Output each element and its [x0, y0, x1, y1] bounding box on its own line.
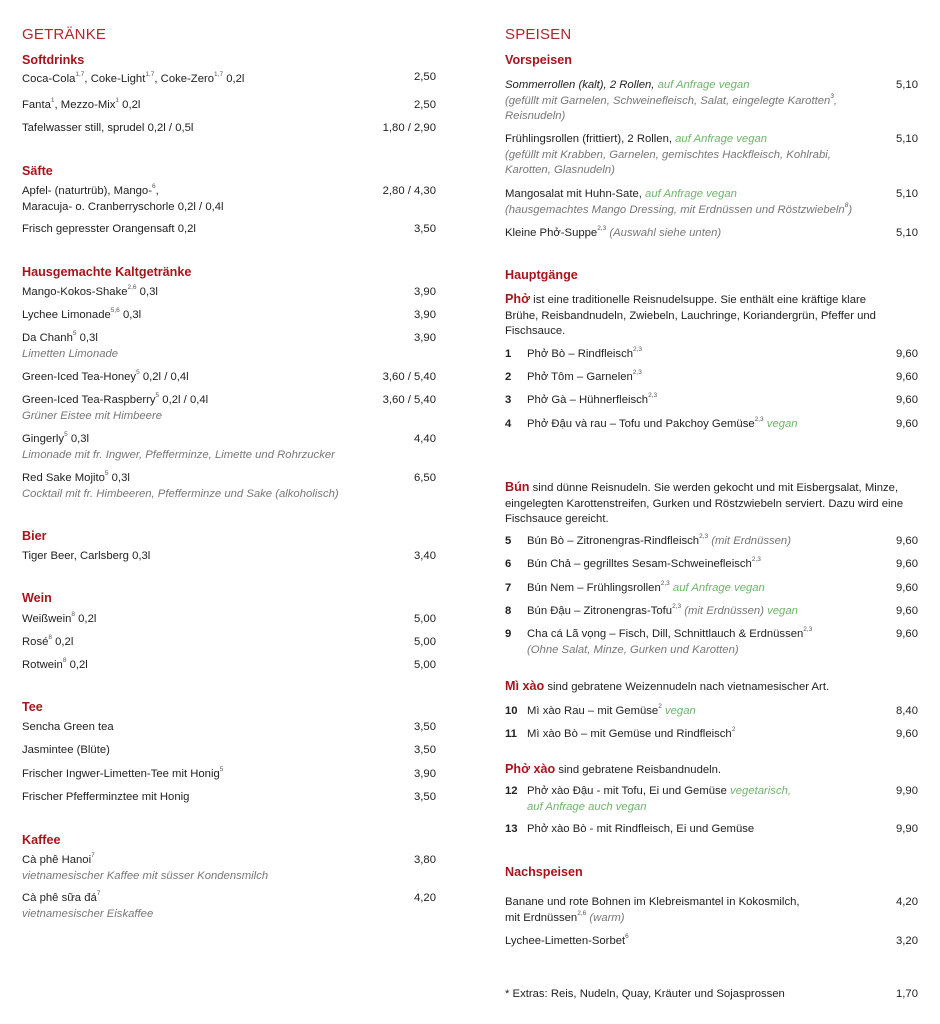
- price: 9,60: [896, 605, 918, 617]
- menu-item: Lychee-Limetten-Sorbet$^6$ 3,20: [505, 934, 918, 950]
- price: 3,90: [414, 768, 436, 780]
- price: 3,90: [414, 309, 436, 321]
- price: 3,90: [414, 286, 436, 298]
- menu-item: Mango-Kokos-Shake$^{2,6}$ 0,3l 3,90: [22, 285, 436, 301]
- menu-item: 5 Bún Bò – Zitronengras-Rindfleisch$^{2,3}$ (mit Erdnüssen) 9,60: [505, 534, 918, 550]
- menu-item: Da Chanh$^5$ 0,3l Limetten Limonade 3,90: [22, 330, 436, 360]
- menu-item: Rotwein$^8$ 0,2l 5,00: [22, 658, 436, 674]
- price: 2,80 / 4,30: [382, 185, 436, 197]
- price: 5,10: [896, 188, 918, 200]
- menu-item: Frühlingsrollen (frittiert), 2 Rollen, auf Anfrage vegan (gefüllt mit Krabben, Garnelen, gemischtes Hackfleisch, Kohlrabi, Karotten, Glasnudeln) 5,10: [505, 133, 918, 176]
- food-column: [505, 0, 918, 1024]
- menu-item: Fanta$^1$, Mezzo-Mix$^1$ 0,2l 2,50: [22, 98, 436, 114]
- menu-item: Rosé$^8$ 0,2l 5,00: [22, 635, 436, 651]
- drinks-title: GETRÄNKE: [22, 26, 107, 43]
- section-bier: Bier: [22, 529, 47, 543]
- section-softdrinks: Softdrinks: [22, 53, 85, 67]
- menu-item: Frisch gepresster Orangensaft 0,2l 3,50: [22, 222, 436, 238]
- price: 9,60: [896, 348, 918, 360]
- price: 8,40: [896, 705, 918, 717]
- drinks-column: [22, 0, 436, 1024]
- price: 3,40: [414, 550, 436, 562]
- section-kaffee: Kaffee: [22, 833, 61, 847]
- bun-intro: Bún sind dünne Reisnudeln. Sie werden gekocht und mit Eisbergsalat, Minze, eingelegten Karottenstreifen, Gurken und Röstzwiebeln serviert. Dazu wird eine Fischsauce gereicht.: [505, 480, 904, 525]
- menu-item: Jasmintee (Blüte) 3,50: [22, 743, 436, 759]
- food-title: SPEISEN: [505, 26, 572, 43]
- price: 4,40: [414, 433, 436, 445]
- menu-item: Mangosalat mit Huhn-Sate, auf Anfrage vegan (hausgemachtes Mango Dressing, mit Erdnüssen und Röstzwiebeln$^8$) 5,10: [505, 188, 918, 216]
- menu-item: Tafelwasser still, sprudel 0,2l / 0,5l 1,80 / 2,90: [22, 121, 436, 137]
- price: 3,60 / 5,40: [382, 394, 436, 406]
- price: 3,50: [414, 721, 436, 733]
- menu-item: Kleine Phở-Suppe$^{2,3}$ (Auswahl siehe unten) 5,10: [505, 226, 918, 242]
- menu-item: 3 Phở Gà – Hühnerfleisch$^{2,3}$ 9,60: [505, 393, 918, 409]
- price: 9,60: [896, 535, 918, 547]
- price: 5,10: [896, 227, 918, 239]
- menu-item: 8 Bún Đậu – Zitronengras-Tofu$^{2,3}$ (mit Erdnüssen) vegan 9,60: [505, 604, 918, 620]
- menu-item: Lychee Limonade$^{5,6}$ 0,3l 3,90: [22, 308, 436, 324]
- price: 4,20: [414, 892, 436, 904]
- price: 9,90: [896, 823, 918, 835]
- price: 1,80 / 2,90: [382, 122, 436, 134]
- price: 5,00: [414, 659, 436, 671]
- menu-item: 7 Bún Nem – Frühlingsrollen$^{2,3}$ auf Anfrage vegan 9,60: [505, 581, 918, 597]
- menu-item: Sencha Green tea 3,50: [22, 720, 436, 736]
- menu-item: 2 Phở Tôm – Garnelen$^{2,3}$ 9,60: [505, 370, 918, 386]
- extras-note: * Extras: Reis, Nudeln, Quay, Kräuter und Sojasprossen 1,70: [505, 987, 918, 1003]
- menu-item: Cà phê Hanoi$^7$ vietnamesischer Kaffee mit süsser Kondensmilch 3,80: [22, 852, 436, 882]
- price: 3,50: [414, 744, 436, 756]
- section-kaltgetraenke: Hausgemachte Kaltgetränke: [22, 265, 192, 279]
- section-vorspeisen: Vorspeisen: [505, 53, 572, 67]
- section-hauptgaenge: Hauptgänge: [505, 268, 578, 282]
- price: 9,60: [896, 558, 918, 570]
- price: 5,00: [414, 636, 436, 648]
- menu-item: Green-Iced Tea-Raspberry$^5$ 0,2l / 0,4l Grüner Eistee mit Himbeere 3,60 / 5,40: [22, 392, 436, 422]
- menu-item: Gingerly$^5$ 0,3l Limonade mit fr. Ingwer, Pfefferminze, Limette und Rohrzucker 4,40: [22, 431, 436, 461]
- price: 5,00: [414, 613, 436, 625]
- price: 9,60: [896, 728, 918, 740]
- price: 9,90: [896, 785, 918, 797]
- menu-item: Banane und rote Bohnen im Klebreismantel in Kokosmilch, mit Erdnüssen$^{2,6}$ (warm) 4,20: [505, 896, 918, 924]
- price: 2,50: [414, 71, 436, 83]
- price: 3,50: [414, 791, 436, 803]
- menu-item: 11 Mì xào Bò – mit Gemüse und Rindfleisch$^2$ 9,60: [505, 727, 918, 743]
- menu-item: 13 Phở xào Bò - mit Rindfleisch, Ei und Gemüse 9,90: [505, 822, 918, 838]
- mi-xao-intro: Mì xào sind gebratene Weizennudeln nach vietnamesischer Art.: [505, 679, 830, 693]
- price: 3,60 / 5,40: [382, 371, 436, 383]
- menu-item: Weißwein$^8$ 0,2l 5,00: [22, 612, 436, 628]
- price: 5,10: [896, 79, 918, 91]
- menu-item: Green-Iced Tea-Honey$^5$ 0,2l / 0,4l 3,60 / 5,40: [22, 370, 436, 386]
- menu-item: Red Sake Mojito$^5$ 0,3l Cocktail mit fr. Himbeeren, Pfefferminze und Sake (alkoholisch) 6,50: [22, 470, 436, 500]
- price: 3,50: [414, 223, 436, 235]
- menu-item: 12 Phở xào Đậu - mit Tofu, Ei und Gemüse vegetarisch, auf Anfrage auch vegan 9,90: [505, 785, 918, 813]
- menu-item: 1 Phở Bò – Rindfleisch$^{2,3}$ 9,60: [505, 347, 918, 363]
- price: 9,60: [896, 371, 918, 383]
- section-wein: Wein: [22, 591, 52, 605]
- pho-intro: Phở ist eine traditionelle Reisnudelsuppe. Sie enthält eine kräftige klare Brühe, Reisbandnudeln, Zwiebeln, Lauchringe, Koriandergrün, Pfeffer und Fischsauce.: [505, 292, 876, 337]
- price: 9,60: [896, 418, 918, 430]
- menu-item: 4 Phở Đậu và rau – Tofu und Pakchoy Gemüse$^{2,3}$ vegan 9,60: [505, 417, 918, 433]
- price: 3,20: [896, 935, 918, 947]
- pho-xao-intro: Phở xào sind gebratene Reisbandnudeln.: [505, 762, 722, 776]
- price: 4,20: [896, 896, 918, 908]
- menu-item: Sommerrollen (kalt), 2 Rollen, auf Anfrage vegan (gefüllt mit Garnelen, Schweinefleisch, Salat, eingelegte Karotten$^3$, Reisnudeln) 5,10: [505, 79, 918, 122]
- price: 1,70: [896, 988, 918, 1000]
- section-saefte: Säfte: [22, 164, 53, 178]
- menu-item: Frischer Ingwer-Limetten-Tee mit Honig$^5$ 3,90: [22, 767, 436, 783]
- menu-item: 6 Bún Chả – gegrilltes Sesam-Schweinefleisch$^{2,3}$ 9,60: [505, 557, 918, 573]
- price: 5,10: [896, 133, 918, 145]
- menu-item: Apfel- (naturtrüb), Mango-$^6$, Maracuja- o. Cranberryschorle 0,2l / 0,4l 2,80 / 4,30: [22, 183, 436, 213]
- price: 9,60: [896, 628, 918, 640]
- menu-item: Coca-Cola$^{1,7}$, Coke-Light$^{1,7}$, Coke-Zero$^{1,7}$ 0,2l 2,50: [22, 71, 436, 85]
- menu-item: Tiger Beer, Carlsberg 0,3l 3,40: [22, 549, 436, 565]
- price: 2,50: [414, 99, 436, 111]
- menu-item: 10 Mì xào Rau – mit Gemüse$^2$ vegan 8,40: [505, 704, 918, 720]
- section-nachspeisen: Nachspeisen: [505, 865, 583, 879]
- menu-item: Cà phê sữa $đá^7$ vietnamesischer Eiskaffee 4,20: [22, 890, 436, 920]
- price: 3,90: [414, 332, 436, 344]
- price: 9,60: [896, 394, 918, 406]
- price: 3,80: [414, 854, 436, 866]
- menu-item: Frischer Pfefferminztee mit Honig 3,50: [22, 790, 436, 806]
- price: 6,50: [414, 472, 436, 484]
- section-tee: Tee: [22, 700, 43, 714]
- menu-item: 9 Cha cá Lã vọng – Fisch, Dill, Schnittlauch & Erdnüssen$^{2,3}$ (Ohne Salat, Minze, Gurken und Karotten) 9,60: [505, 626, 918, 656]
- price: 9,60: [896, 582, 918, 594]
